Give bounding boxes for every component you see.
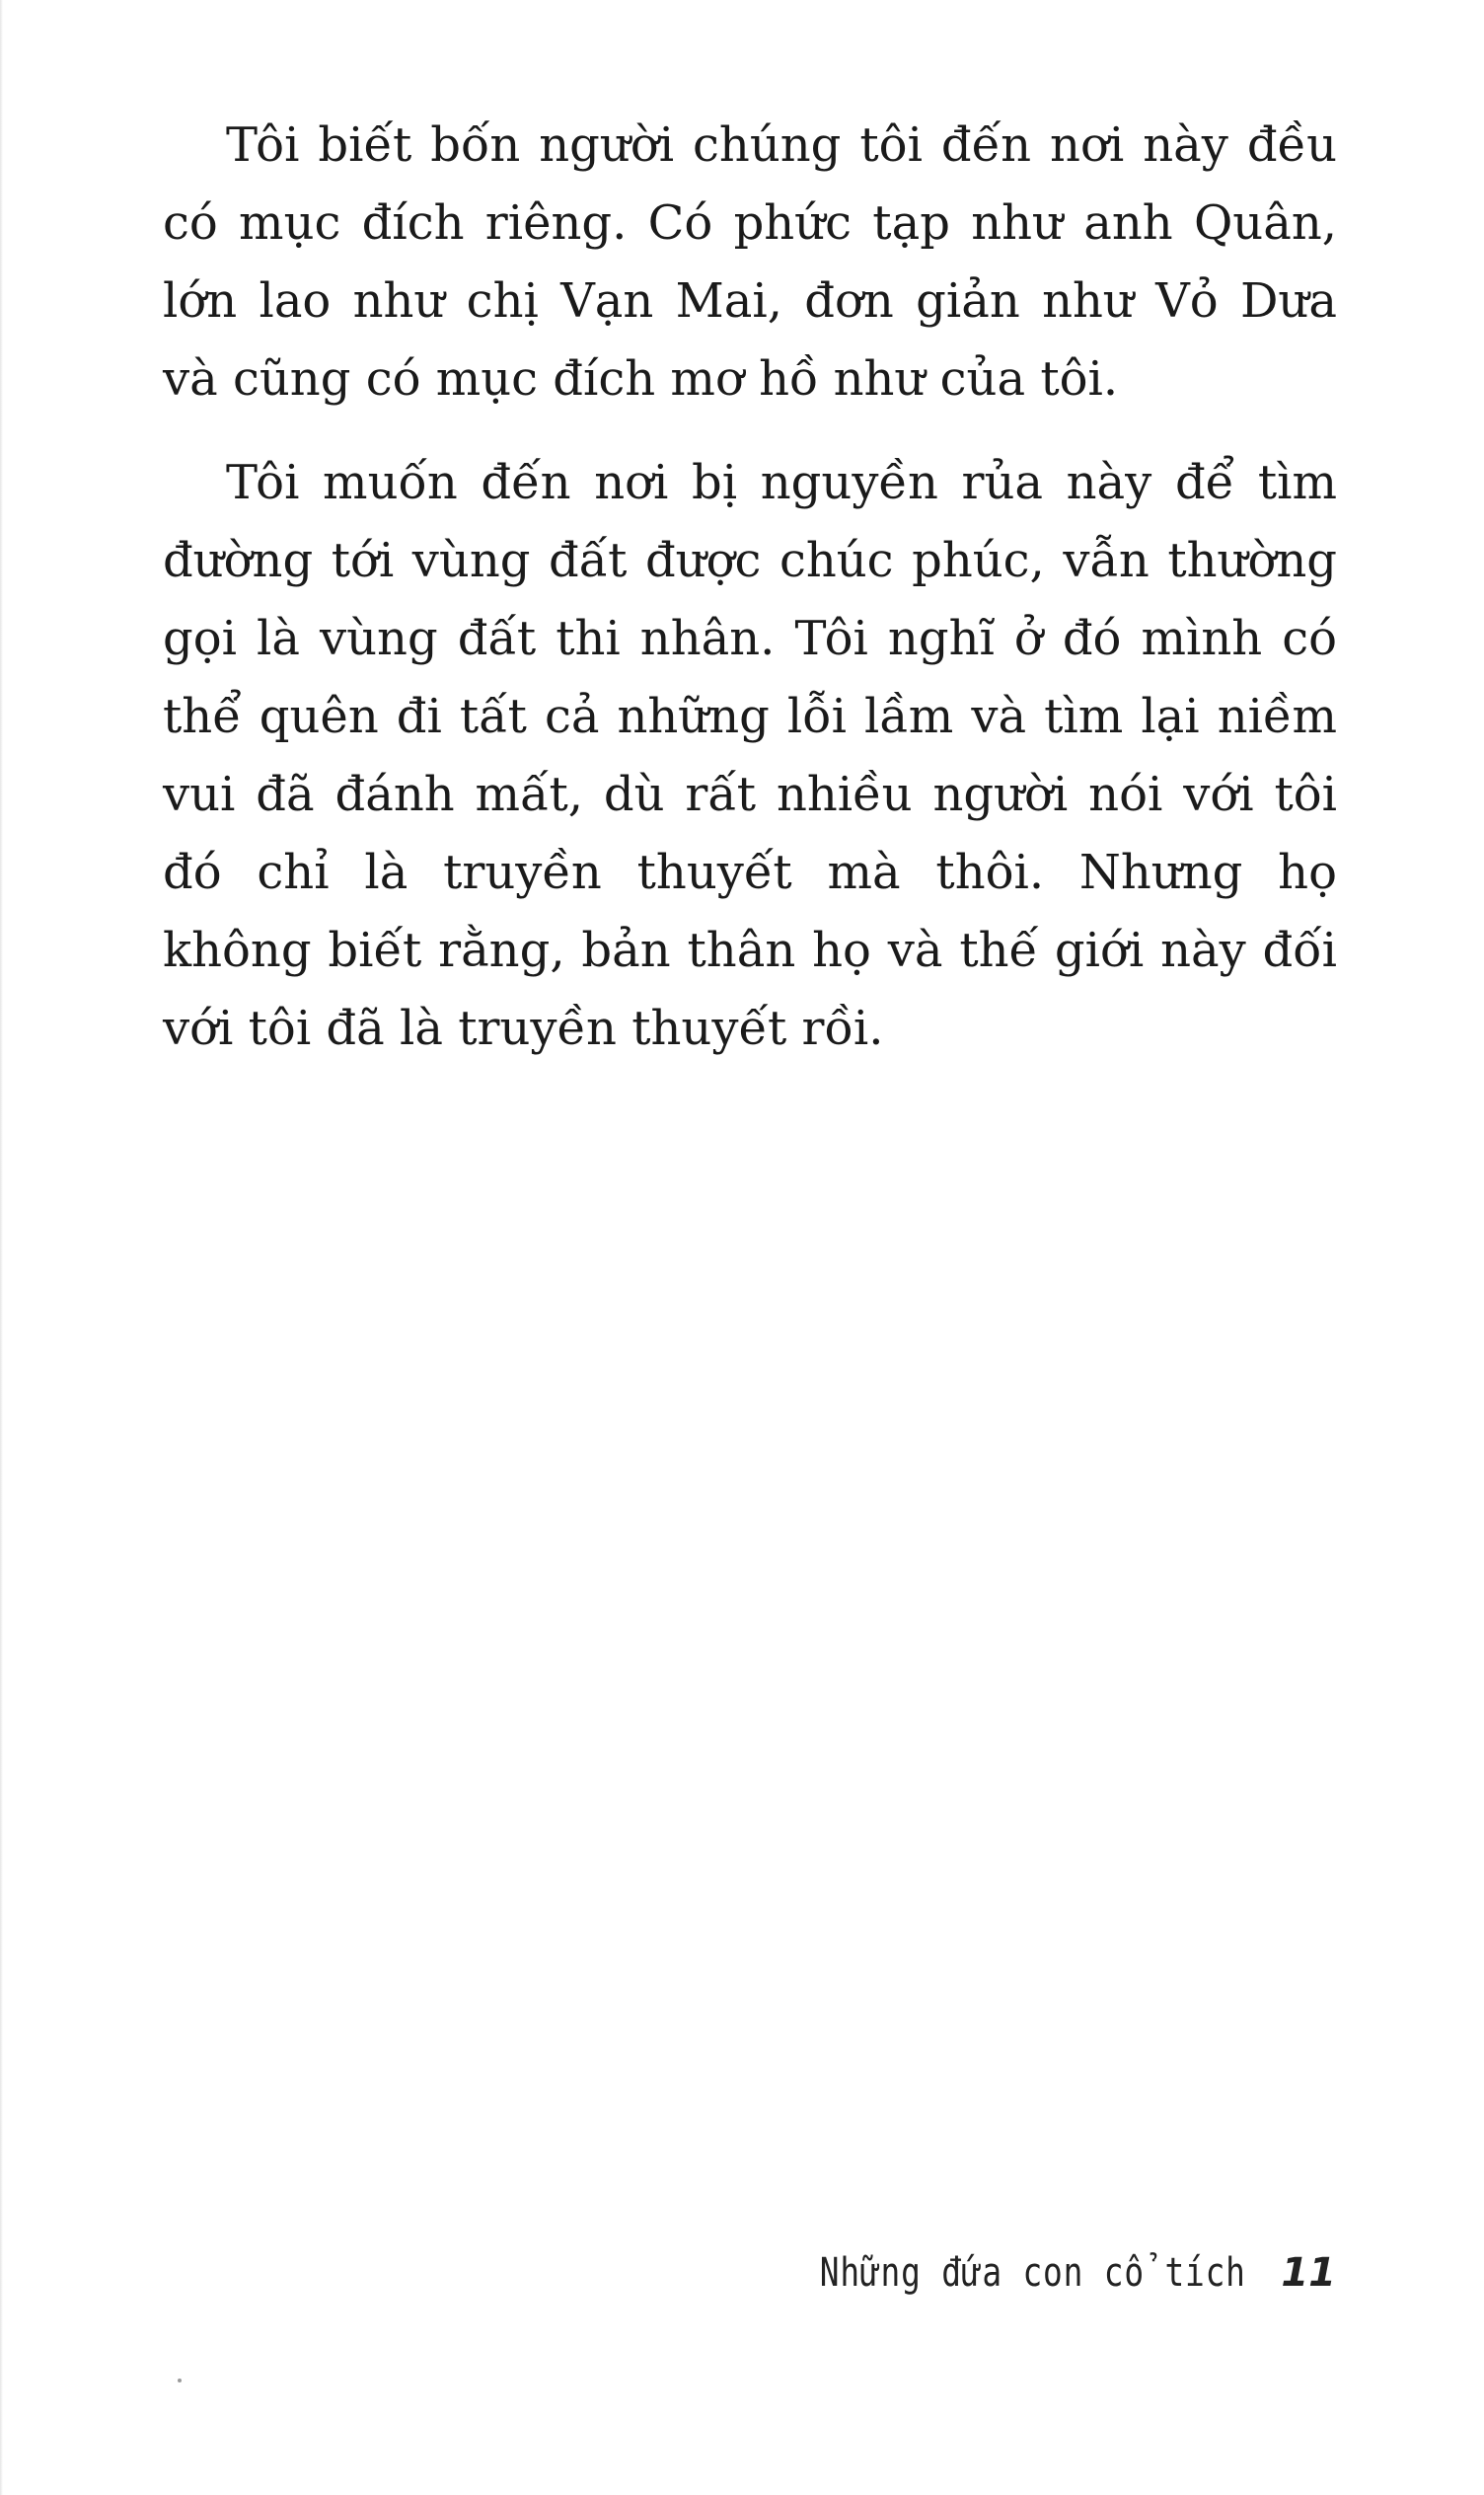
paragraph-2: Tôi muốn đến nơi bị nguyền rủa này để tìm đường tới vùng đất được chúc phúc, vẫn thường gọi là vùng đất thi nhân. Tôi nghĩ ở đó mình có thể quên đi tất cả những lỗi lầm và tìm lại niềm vui đã đánh mất, dù rất nhiều người nói với tôi đó chỉ là truyền thuyết mà thôi. Nhưng họ không biết rằng, bản thân họ và thế giới này đối với tôi đã là truyền thuyết rồi. — [163, 455, 1337, 1056]
page-number: 11 — [1281, 2250, 1336, 2296]
page-footer — [726, 2250, 1336, 2296]
scan-edge — [0, 0, 3, 2495]
body-text — [163, 107, 1337, 1068]
paragraph-1: Tôi biết bốn người chúng tôi đến nơi này đều có mục đích riêng. Có phức tạp như anh Quân, lớn lao như chị Vạn Mai, đơn giản như Vỏ Dưa và cũng có mục đích mơ hồ như của tôi. — [163, 117, 1337, 407]
scan-speck — [178, 2379, 182, 2382]
running-title: Những đứa con cổ tích — [819, 2250, 1246, 2296]
